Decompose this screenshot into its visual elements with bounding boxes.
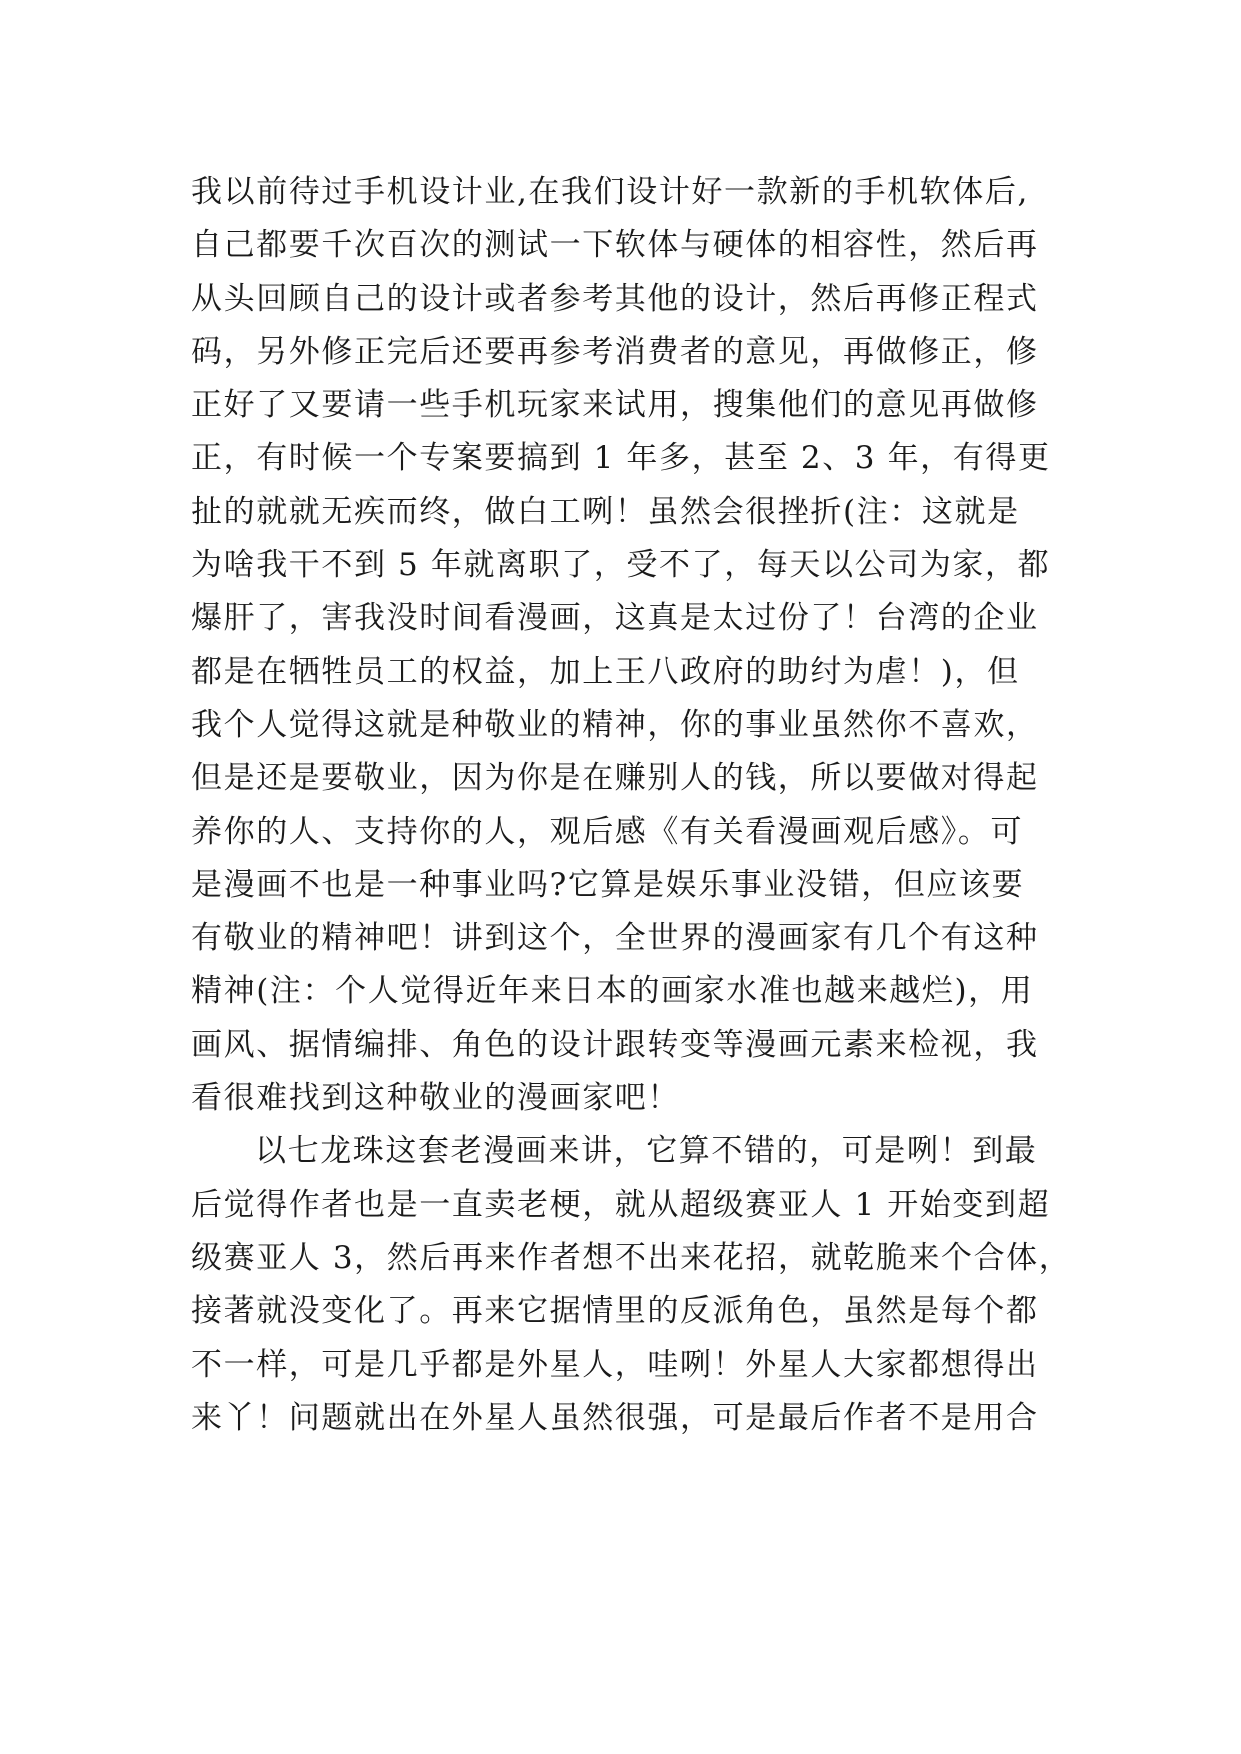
text-line: 我以前待过手机设计业,在我们设计好一款新的手机软体后, [191,174,1029,210]
text-line: 从头回顾自己的设计或者参考其他的设计，然后再修正程式 [191,280,1039,317]
text-line: 是漫画不也是一种事业吗?它算是娱乐事业没错，但应该要 [191,866,1025,903]
text-line: 养你的人、支持你的人，观后感《有关看漫画观后感》。可 [191,813,1024,850]
paragraph-first-line: 以七龙珠这套老漫画来讲，它算不错的，可是咧！到最 [255,1133,1038,1170]
text-line: 都是在牺牲员工的权益，加上王八政府的助纣为虐！)，但 [191,653,1020,690]
text-line: 自己都要千次百次的测试一下软体与硬体的相容性，然后再 [191,227,1039,264]
text-line: 码，另外修正完后还要再参考消费者的意见，再做修正，修 [191,333,1039,370]
text-line: 后觉得作者也是一直卖老梗，就从超级赛亚人 1 开始变到超 [191,1186,1051,1223]
text-line: 不一样，可是几乎都是外星人，哇咧！外星人大家都想得出 [191,1346,1039,1383]
text-line: 正，有时候一个专案要搞到 1 年多，甚至 2、3 年，有得更 [191,440,1051,477]
text-line: 来丫！问题就出在外星人虽然很强，可是最后作者不是用合 [191,1399,1039,1436]
body-text [191,166,1071,1445]
text-line: 正好了又要请一些手机玩家来试用，搜集他们的意见再做修 [191,387,1039,424]
text-line: 扯的就就无疾而终，做白工咧！虽然会很挫折(注：这就是 [191,493,1020,530]
text-line: 但是还是要敬业，因为你是在赚别人的钱，所以要做对得起 [191,760,1039,797]
text-line: 画风、据情编排、角色的设计跟转变等漫画元素来检视，我 [191,1026,1039,1063]
text-line: 为啥我干不到 5 年就离职了，受不了，每天以公司为家，都 [191,547,1051,584]
text-line: 接著就没变化了。再来它据情里的反派角色，虽然是每个都 [191,1293,1039,1330]
text-line: 爆肝了，害我没时间看漫画，这真是太过份了！台湾的企业 [191,600,1039,637]
text-line: 级赛亚人 3，然后再来作者想不出来花招，就乾脆来个合体， [191,1239,1072,1276]
text-line: 有敬业的精神吧！讲到这个，全世界的漫画家有几个有这种 [191,920,1039,957]
text-line: 我个人觉得这就是种敬业的精神，你的事业虽然你不喜欢， [191,706,1039,743]
text-line: 精神(注：个人觉得近年来日本的画家水准也越来越烂)，用 [191,973,1034,1010]
text-line: 看很难找到这种敬业的漫画家吧！ [191,1080,680,1117]
